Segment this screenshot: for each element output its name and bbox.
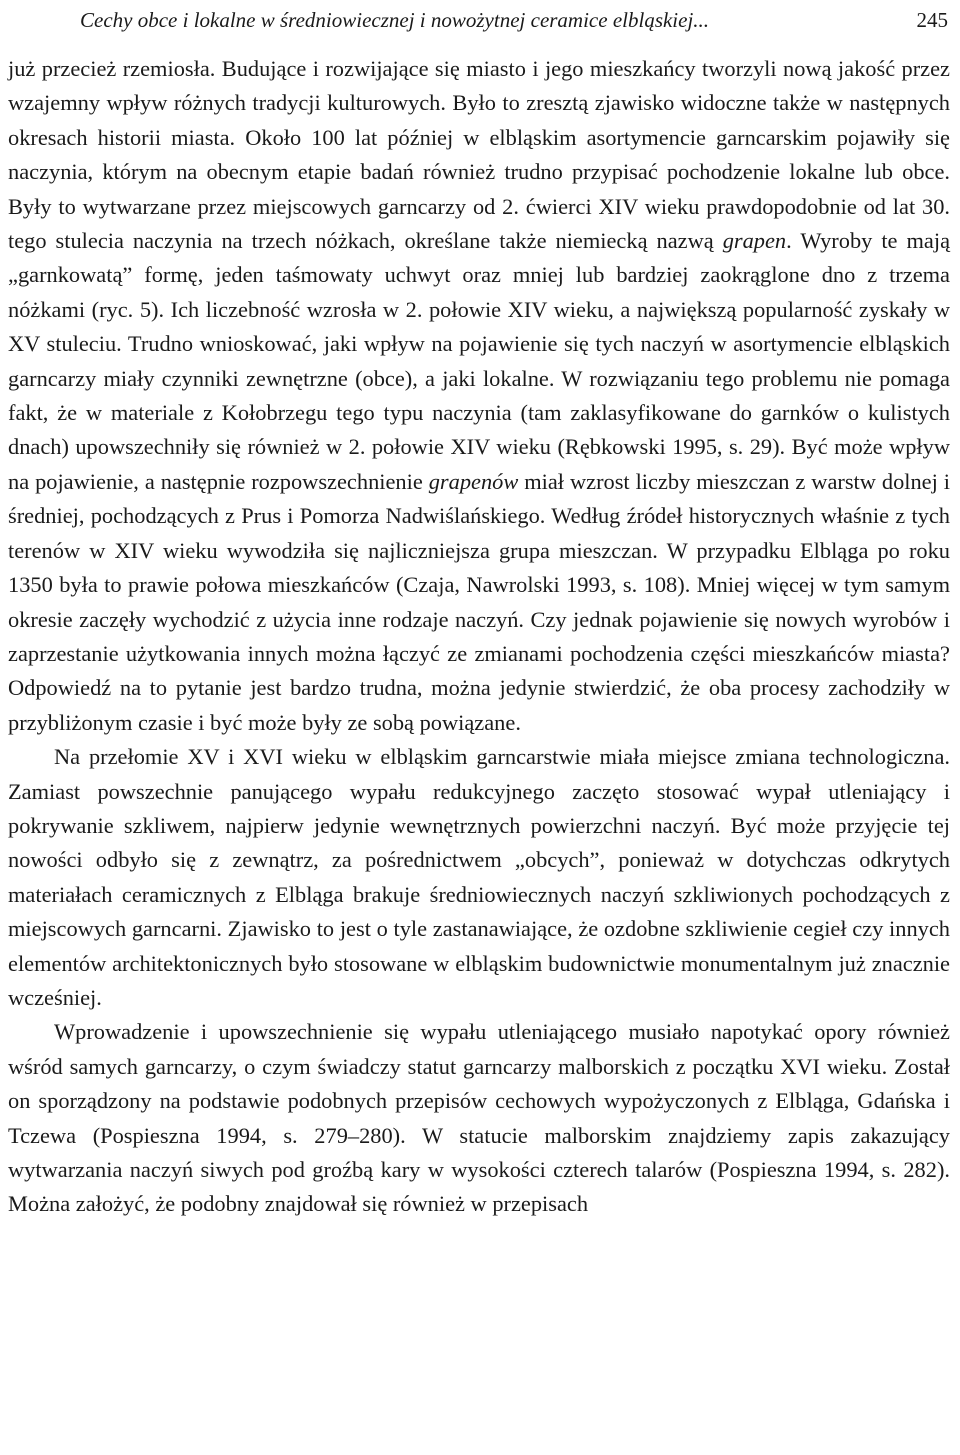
text-run: miał wzrost liczby mieszczan z warstw dolnej i średniej, pochodzących z Prus i Pomorza Nadwiślańskiego. Według źródeł historycznych właśnie z tych terenów w XIV wieku wywodziła się najliczniejsza grupa mieszczan. W przypadku Elbląga po roku 1350 była to prawie połowa mieszkańców (Czaja, Nawrolski 1993, s. 108). Mniej więcej w tym samym okresie zaczęły wychodzić z użycia inne rodzaje naczyń. Czy jednak pojawienie się nowych wyrobów i zaprzestanie użytkowania innych można łączyć ze zmianami pochodzenia części mieszkańców miasta? Odpowiedź na to pytanie jest bardzo trudna, można jedynie stwierdzić, że oba procesy zachodziły w przybliżonym czasie i być może były ze sobą powiązane. xyxy=(8,468,950,735)
body-text xyxy=(8,52,950,1222)
paragraph-2 xyxy=(8,740,950,1015)
paragraph-1 xyxy=(8,52,950,740)
italic-term-grapen: grapen xyxy=(722,228,787,254)
page xyxy=(8,0,950,1222)
text-run: Na przełomie XV i XVI wieku w elbląskim garncarstwie miała miejsce zmiana technologiczna. Zamiast powszechnie panującego wypału redukcyjnego zaczęto stosować wypał utleniający i pokrywanie szkliwem, najpierw jedynie wewnętrznych powierzchni naczyń. Być może przyjęcie tej nowości odbyło się z zewnątrz, za pośrednictwem „obcych”, ponieważ w dotychczas odkrytych materiałach ceramicznych z Elbląga brakuje średniowiecznych naczyń szkliwionych pochodzących z miejscowych garncarni. Zjawisko to jest o tyle zastanawiające, że ozdobne szkliwienie cegieł czy innych elementów architektonicznych było stosowane w elbląskim budownictwie monumentalnym już znacznie wcześniej. xyxy=(8,744,950,1010)
page-number: 245 xyxy=(916,7,948,32)
running-title: Cechy obce i lokalne w średniowiecznej i nowożytnej ceramice elbląskiej... xyxy=(80,7,710,32)
text-run: Wprowadzenie i upowszechnienie się wypału utleniającego musiało napotykać opory również wśród samych garncarzy, o czym świadczy statut garncarzy malborskich z początku XVI wieku. Został on sporządzony na podstawie podobnych przepisów cechowych wypożyczonych z Elbląga, Gdańska i Tczewa (Pospieszna 1994, s. 279–280). W statucie malborskim znajdziemy zapis zakazujący wytwarzania naczyń siwych pod groźbą kary w wysokości czterech talarów (Pospieszna 1994, s. 282). Można założyć, że podobny znajdował się również w przepisach xyxy=(8,1019,950,1217)
paragraph-3 xyxy=(8,1015,950,1221)
text-run: . Wyroby te mają „garnkowatą” formę, jeden taśmowaty uchwyt oraz mniej lub bardziej zaokrąglone dno z trzema nóżkami (ryc. 5). Ich liczebność wzrosła w 2. połowie XIV wieku, a największą popularność zyskały w XV stuleciu. Trudno wnioskować, jaki wpływ na pojawienie się tych naczyń w asortymencie elbląskich garncarzy miały czynniki zewnętrzne (obce), a jaki lokalne. W rozwiązaniu tego problemu nie pomaga fakt, że w materiale z Kołobrzegu tego typu naczynia (tam zaklasyfikowane do garnków o kulistych dnach) upowszechniły się również w 2. połowie XIV wieku (Rębkowski 1995, s. 29). Być może wpływ na pojawienie, a następnie rozpowszechnienie xyxy=(8,228,951,494)
running-header xyxy=(8,0,950,40)
text-run: już przecież rzemiosła. Budujące i rozwijające się miasto i jego mieszkańcy tworzyli nową jakość przez wzajemny wpływ różnych tradycji kulturowych. Było to zresztą zjawisko widoczne także w następnych okresach historii miasta. Około 100 lat później w elbląskim asortymencie garncarskim pojawiły się naczynia, którym na obecnym etapie badań również trudno przypisać pochodzenie lokalne lub obce. Były to wytwarzane przez miejscowych garncarzy od 2. ćwierci XIV wieku prawdopodobnie od lat 30. tego stulecia naczynia na trzech nóżkach, określane także niemiecką nazwą xyxy=(8,56,950,254)
italic-term-grapenow: grapenów xyxy=(428,468,519,494)
